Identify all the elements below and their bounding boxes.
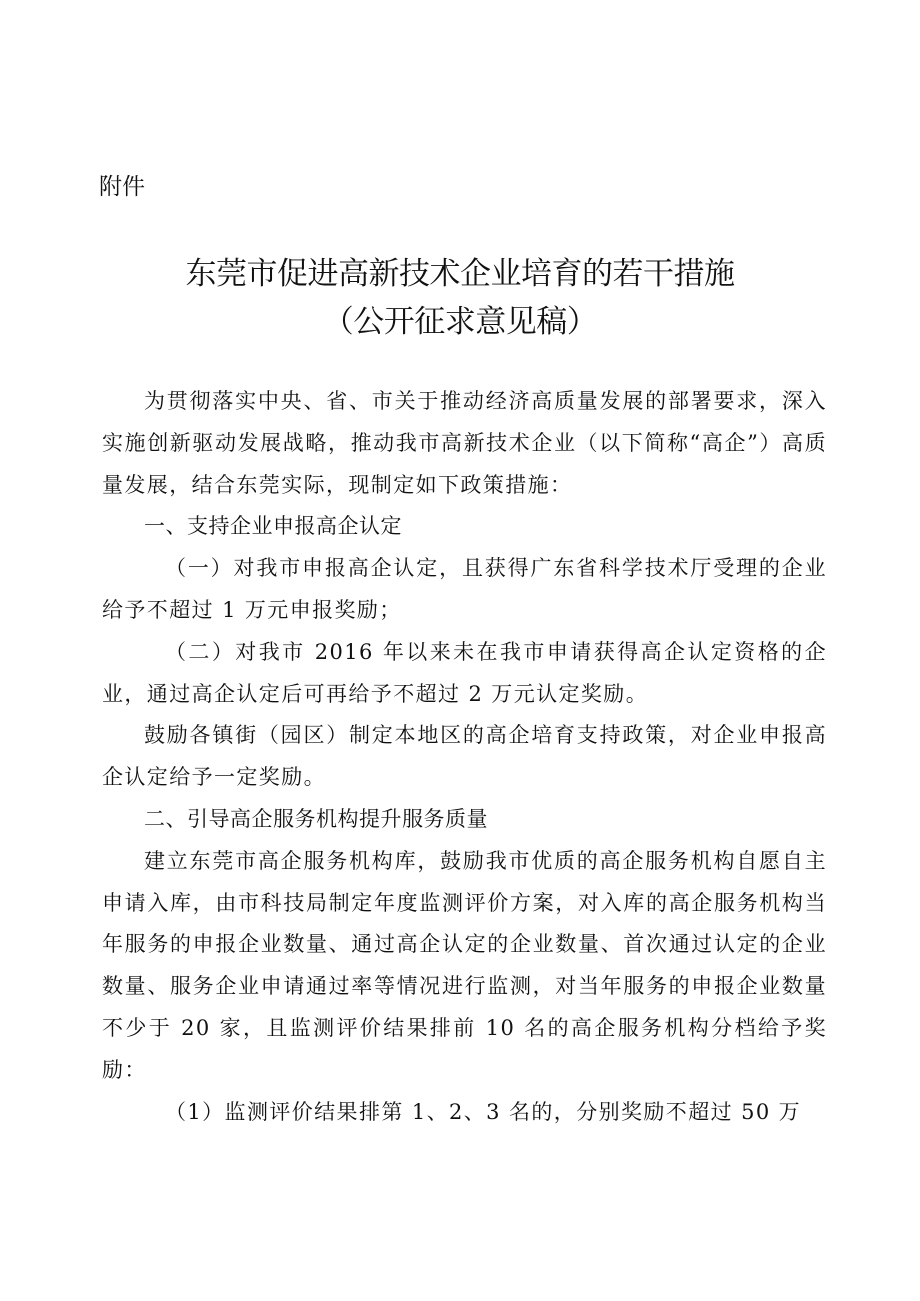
- title-line-subtitle: （公开征求意见稿）: [322, 304, 598, 340]
- document-title: [0, 250, 920, 346]
- section-1-item-2: （二）对我市 2016 年以来未在我市申请获得高企认定资格的企业，通过高企认定后可再给予不超过 2 万元认定奖励。: [102, 639, 827, 706]
- section-2-heading: 二、引导高企服务机构提升服务质量: [144, 806, 488, 831]
- section-1-heading: 一、支持企业申报高企认定: [144, 514, 402, 539]
- intro-paragraph: 为贯彻落实中央、省、市关于推动经济高质量发展的部署要求，深入实施创新驱动发展战略，推动我市高新技术企业（以下简称“高企”）高质量发展，结合东莞实际，现制定如下政策措施：: [102, 389, 827, 497]
- title-line-main: 东莞市促进高新技术企业培育的若干措施: [185, 256, 735, 292]
- section-2-item-1: （1）监测评价结果排第 1、2、3 名的，分别奖励不超过 50 万: [165, 1099, 802, 1124]
- section-1-note: 鼓励各镇街（园区）制定本地区的高企培育支持政策，对企业申报高企认定给予一定奖励。: [102, 723, 827, 790]
- attachment-label: 附件: [99, 174, 145, 200]
- section-2-paragraph: 建立东莞市高企服务机构库，鼓励我市优质的高企服务机构自愿自主申请入库，由市科技局制定年度监测评价方案，对入库的高企服务机构当年服务的申报企业数量、通过高企认定的企业数量、首次通过认定的企业数量、服务企业申请通过率等情况进行监测，对当年服务的申报企业数量不少于 20 家，且监测评价结果排前 10 名的高企服务机构分档给予奖励：: [102, 848, 827, 1082]
- section-1-item-1: （一）对我市申报高企认定，且获得广东省科学技术厅受理的企业给予不超过 1 万元申报奖励；: [102, 556, 827, 622]
- document-body: [102, 381, 827, 1133]
